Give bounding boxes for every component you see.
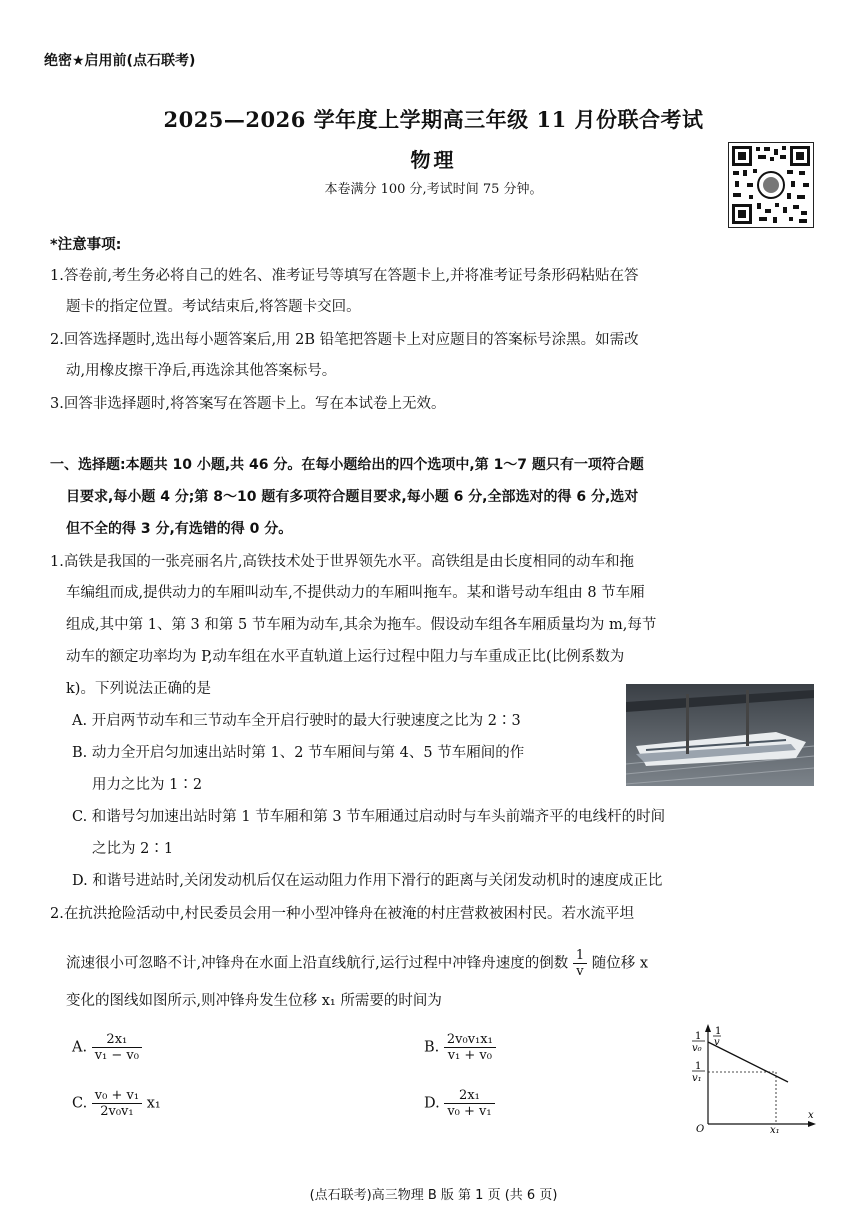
- secret-label: 绝密★启用前(点石联考): [44, 53, 196, 69]
- q2-stem-line: 变化的图线如图所示,则冲锋舟发生位移 x₁ 所需要的时间为: [66, 993, 442, 1009]
- q2-stem-text: 随位移 x: [591, 955, 649, 972]
- subject-title: 物理: [410, 148, 457, 172]
- q2-option-d: [424, 1088, 495, 1119]
- fraction-numerator: 2v₀v₁x₁: [444, 1032, 496, 1048]
- y-axis-arrow: [705, 1024, 711, 1032]
- fraction-numerator: 1: [573, 948, 587, 964]
- q1-option-a: A. 开启两节动车和三节动车全开启行驶时的最大行驶速度之比为 2∶3: [72, 713, 521, 729]
- option-fraction: [92, 1088, 142, 1119]
- x-axis-arrow: [808, 1121, 816, 1127]
- fraction-denominator: v: [576, 964, 584, 979]
- fraction-denominator: v₁ − v₀: [94, 1048, 139, 1063]
- notes-heading: *注意事项:: [50, 237, 122, 253]
- q1-option-b-cont: 用力之比为 1∶2: [92, 777, 203, 793]
- x-axis-label: x: [808, 1110, 814, 1121]
- q1-option-b: B. 动力全开启匀加速出站时第 1、2 节车厢间与第 4、5 节车厢间的作: [72, 745, 525, 761]
- q1-stem-line: 1.高铁是我国的一张亮丽名片,高铁技术处于世界领先水平。高铁组是由长度相同的动车和拖: [50, 554, 634, 570]
- q1-option-d: D. 和谐号进站时,关闭发动机后仅在运动阻力作用下滑行的距离与关闭发动机时的速度成正比: [72, 873, 663, 889]
- x1-label: x₁: [770, 1125, 780, 1134]
- section-instruction: 一、选择题:本题共 10 小题,共 46 分。在每小题给出的四个选项中,第 1～7 题只有一项符合题: [50, 457, 644, 473]
- fraction-denominator: v₀ + v₁: [447, 1104, 492, 1119]
- section-instruction: 目要求,每小题 4 分;第 8～10 题有多项符合题目要求,每小题 6 分,全部选对的得 6 分,选对: [66, 489, 639, 505]
- y2-label-num: 1: [695, 1061, 702, 1072]
- q2-option-b: [424, 1032, 496, 1063]
- q2-stem-fraction: [573, 948, 587, 979]
- q1-option-c: C. 和谐号匀加速出站时第 1 节车厢和第 3 节车厢通过启动时与车头前端齐平的电线杆的时间: [72, 809, 666, 825]
- fraction-numerator: v₀ + v₁: [92, 1088, 142, 1104]
- exam-meta: 本卷满分 100 分,考试时间 75 分钟。: [324, 182, 543, 197]
- y1-label-num: 1: [695, 1031, 702, 1042]
- q2-option-a: [72, 1032, 142, 1063]
- section-instruction: 但不全的得 3 分,有选错的得 0 分。: [66, 521, 293, 537]
- option-fraction: [92, 1032, 142, 1063]
- qr-code-image: [728, 142, 814, 228]
- q2-stem-line-2: [66, 948, 648, 979]
- q1-option-c-cont: 之比为 2∶1: [92, 841, 174, 857]
- fraction-denominator: v₁ + v₀: [447, 1048, 492, 1063]
- note-line: 1.答卷前,考生务必将自己的姓名、准考证号等填写在答题卡上,并将准考证号条形码粘贴在答: [50, 268, 639, 284]
- q1-stem-line: 动车的额定功率均为 P,动车组在水平直轨道上运行过程中阻力与车重成正比(比例系数为: [66, 649, 625, 665]
- note-line: 2.回答选择题时,选出每小题答案后,用 2B 铅笔把答题卡上对应题目的答案标号涂黑。如需改: [50, 332, 639, 348]
- fraction-numerator: 2x₁: [444, 1088, 494, 1104]
- q1-stem-line: 车编组而成,提供动力的车厢叫动车,不提供动力的车厢叫拖车。某和谐号动车组由 8 节车厢: [66, 585, 645, 601]
- option-label: A.: [72, 1039, 88, 1056]
- origin-label: O: [696, 1124, 705, 1134]
- q1-stem-line: 组成,其中第 1、第 3 和第 5 节车厢为动车,其余为拖车。假设动车组各车厢质量均为 m,每节: [66, 617, 657, 633]
- q2-graph: [690, 1024, 820, 1134]
- y-axis-label-num: 1: [715, 1026, 722, 1037]
- exam-title: 2025—2026 学年度上学期高三年级 11 月份联合考试: [163, 107, 704, 132]
- option-fraction: [444, 1032, 496, 1063]
- option-label: D.: [424, 1095, 440, 1112]
- train-photo: [626, 684, 814, 786]
- note-line: 动,用橡皮擦干净后,再选涂其他答案标号。: [66, 363, 337, 379]
- option-label: C.: [72, 1095, 88, 1112]
- y1-label-den: v₀: [692, 1043, 702, 1054]
- option-fraction: [444, 1088, 494, 1119]
- note-line: 3.回答非选择题时,将答案写在答题卡上。写在本试卷上无效。: [50, 396, 446, 412]
- option-label: B.: [424, 1039, 440, 1056]
- q1-stem-line: k)。下列说法正确的是: [66, 681, 211, 697]
- fraction-denominator: 2v₀v₁: [100, 1104, 134, 1119]
- q2-stem-line: 2.在抗洪抢险活动中,村民委员会用一种小型冲锋舟在被淹的村庄营救被困村民。若水流平坦: [50, 906, 634, 922]
- q2-stem-text: 流速很小可忽略不计,冲锋舟在水面上沿直线航行,运行过程中冲锋舟速度的倒数: [66, 955, 569, 972]
- option-tail: x₁: [146, 1095, 161, 1112]
- y2-label-den: v₁: [692, 1073, 702, 1084]
- y-axis-label-den: v: [714, 1037, 720, 1048]
- page-footer: (点石联考)高三物理 B 版 第 1 页 (共 6 页): [309, 1188, 558, 1203]
- fraction-numerator: 2x₁: [92, 1032, 142, 1048]
- note-line: 题卡的指定位置。考试结束后,将答题卡交回。: [66, 299, 361, 315]
- q2-option-c: [72, 1088, 161, 1119]
